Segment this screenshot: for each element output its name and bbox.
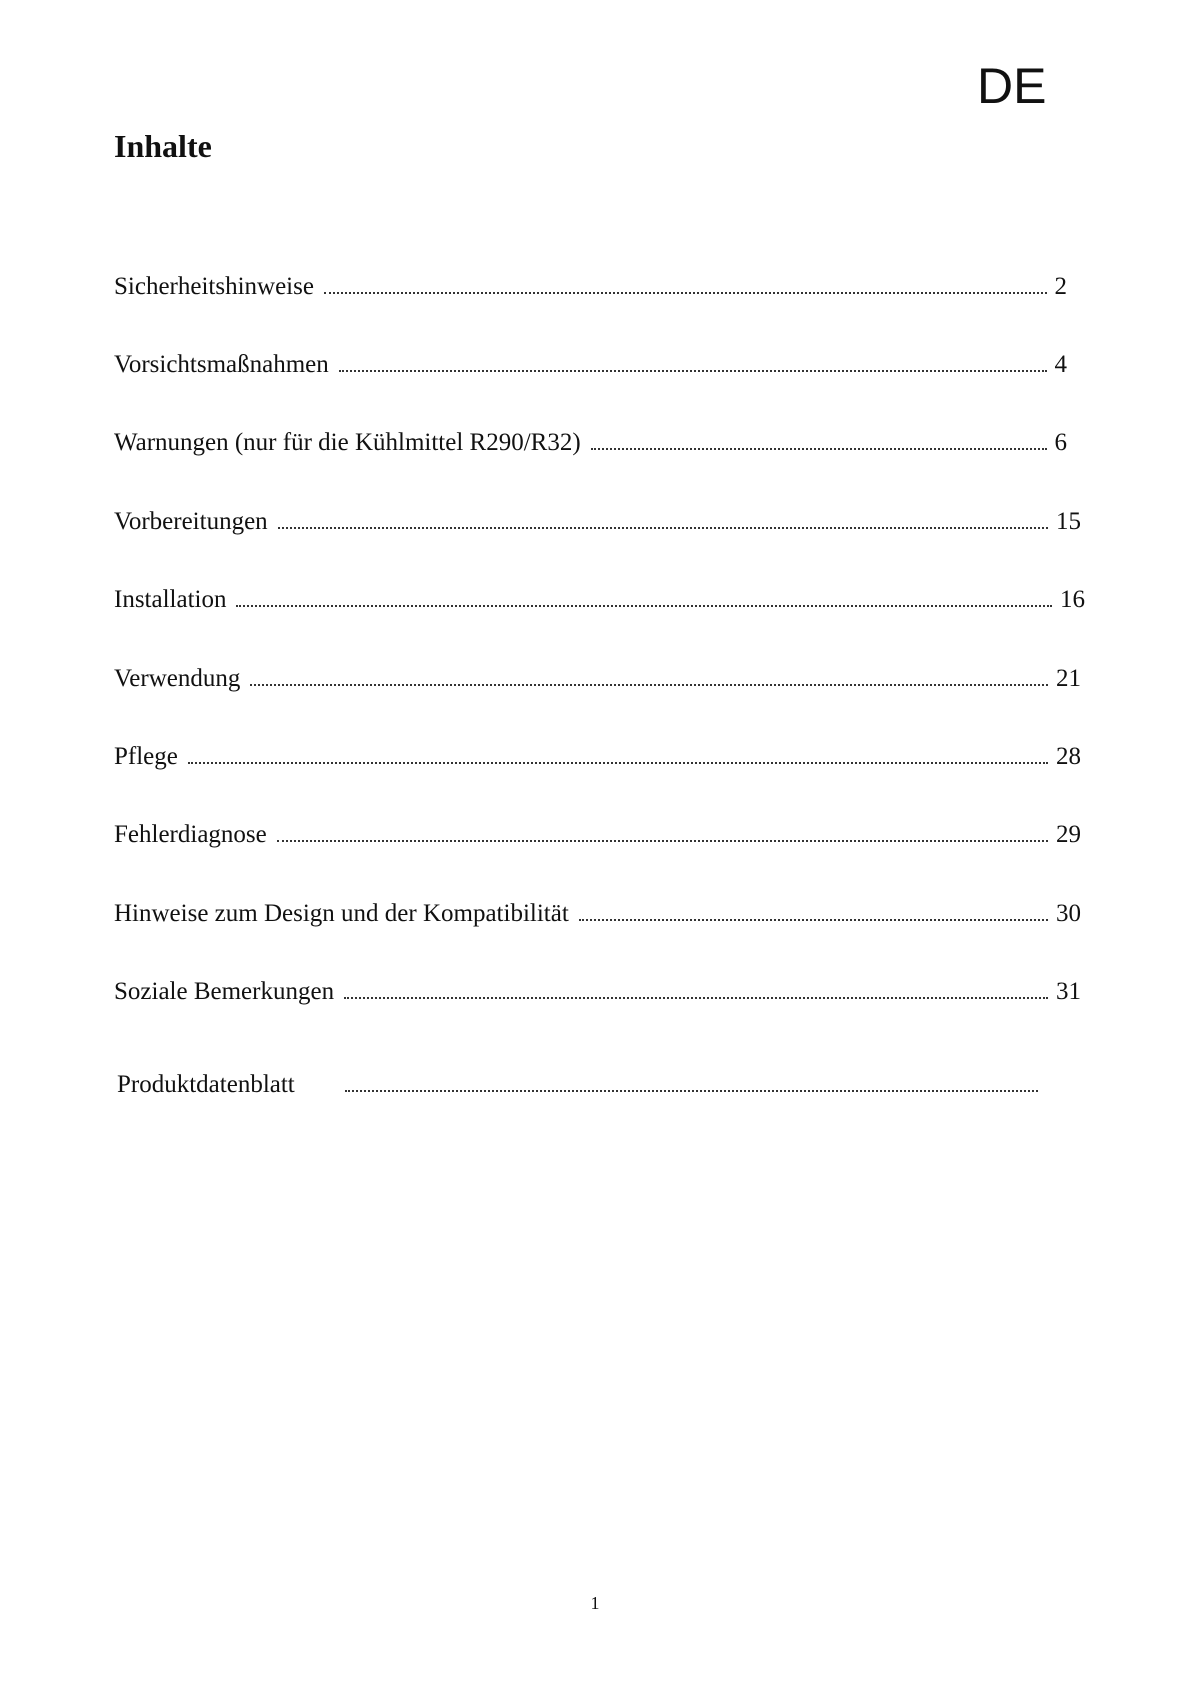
- toc-entry-page: 6: [1054, 429, 1067, 456]
- dot-leader: [250, 684, 1048, 686]
- toc-entry-produktdatenblatt[interactable]: [117, 1060, 1046, 1100]
- toc-entry-installation[interactable]: [114, 575, 1085, 615]
- toc-entry-label: Verwendung: [114, 665, 241, 692]
- language-code: DE: [977, 58, 1047, 114]
- toc-entry-warnungen[interactable]: [114, 418, 1067, 458]
- dot-leader: [324, 292, 1047, 294]
- toc-entry-page: 21: [1056, 665, 1081, 692]
- toc-entry-vorbereitungen[interactable]: [114, 497, 1081, 537]
- toc-entry-label: Soziale Bemerkungen: [114, 978, 335, 1005]
- dot-leader: [345, 1090, 1038, 1092]
- toc-entry-hinweise-design[interactable]: [114, 889, 1081, 929]
- toc-entry-label: Vorsichtsmaßnahmen: [114, 351, 329, 378]
- dot-leader: [278, 527, 1048, 529]
- dot-leader: [339, 370, 1047, 372]
- toc-entry-label: Fehlerdiagnose: [114, 821, 267, 848]
- toc-entry-vorsichtsmassnahmen[interactable]: [114, 340, 1067, 380]
- toc-entry-label: Produktdatenblatt: [117, 1071, 295, 1098]
- dot-leader: [579, 919, 1048, 921]
- toc-entry-soziale-bemerkungen[interactable]: [114, 967, 1081, 1007]
- dot-leader: [277, 840, 1048, 842]
- toc-entry-page: 2: [1054, 273, 1067, 300]
- toc-entry-label: Pflege: [114, 743, 178, 770]
- toc-entry-label: Vorbereitungen: [114, 508, 268, 535]
- toc-entry-page: 30: [1056, 900, 1081, 927]
- toc-entry-fehlerdiagnose[interactable]: [114, 810, 1081, 850]
- toc-entry-sicherheitshinweise[interactable]: [114, 262, 1067, 302]
- toc-entry-verwendung[interactable]: [114, 654, 1081, 694]
- page-number: 1: [590, 1593, 600, 1613]
- dot-leader: [591, 448, 1047, 450]
- toc-entry-page: 28: [1056, 743, 1081, 770]
- toc-entry-page: 31: [1056, 978, 1081, 1005]
- page-title: Inhalte: [114, 128, 212, 164]
- toc-entry-label: Hinweise zum Design und der Kompatibilität: [114, 900, 569, 927]
- toc-entry-page: 29: [1056, 821, 1081, 848]
- toc-entry-page: 4: [1054, 351, 1067, 378]
- toc-entry-page: 15: [1056, 508, 1081, 535]
- toc-entry-label: Warnungen (nur für die Kühlmittel R290/R32): [114, 429, 581, 456]
- dot-leader: [236, 605, 1052, 607]
- toc-entry-label: Sicherheitshinweise: [114, 273, 314, 300]
- toc-entry-page: 16: [1060, 586, 1085, 613]
- dot-leader: [344, 997, 1048, 999]
- toc-entry-pflege[interactable]: [114, 732, 1081, 772]
- dot-leader: [188, 762, 1048, 764]
- toc-entry-label: Installation: [114, 586, 227, 613]
